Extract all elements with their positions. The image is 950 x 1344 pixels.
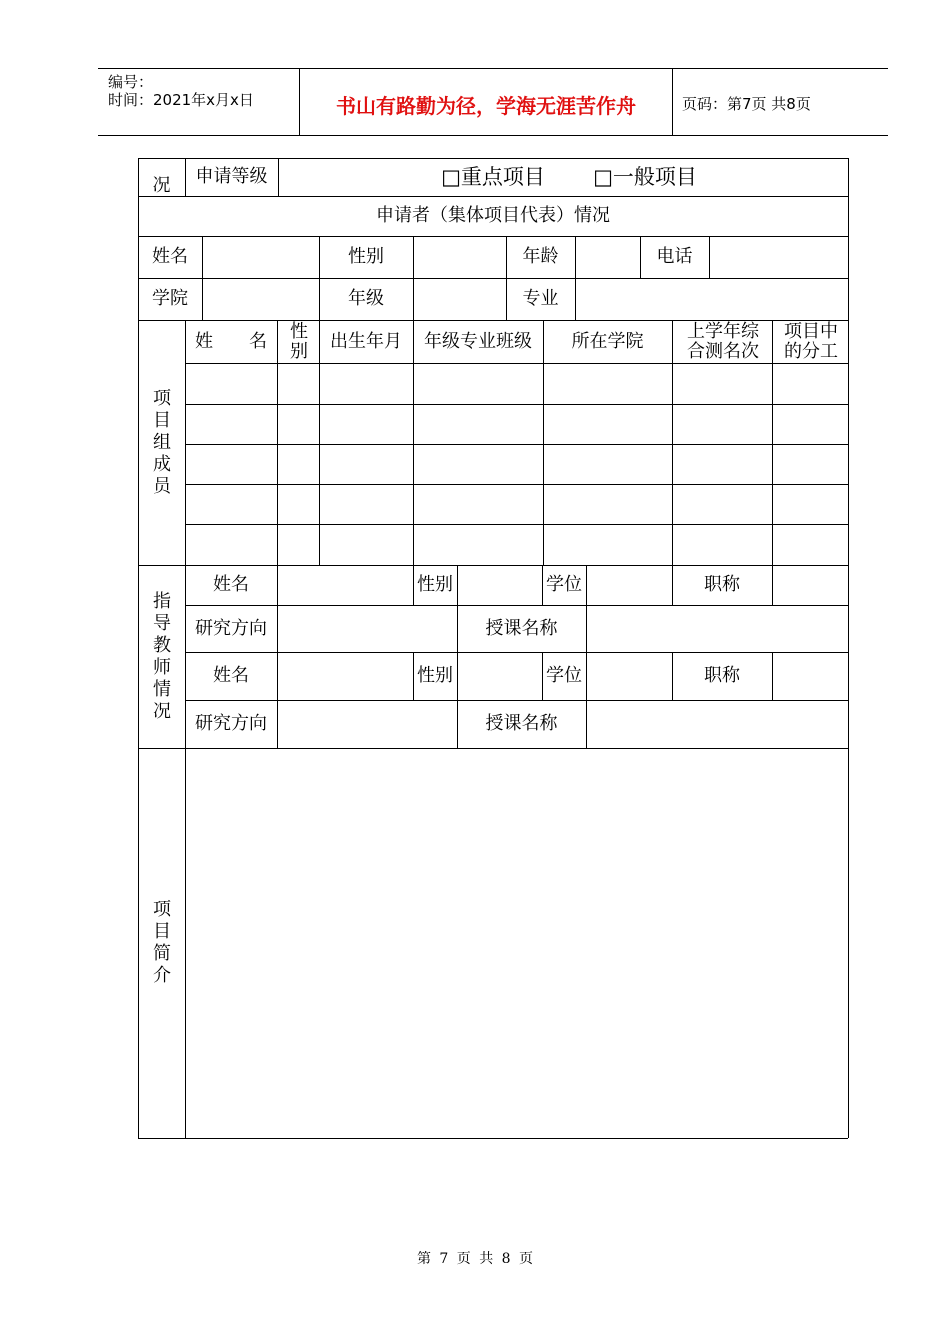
advisors-side-label: 指导教师情况	[153, 590, 171, 722]
applicant-gender-field[interactable]	[414, 236, 506, 278]
member-4-name-field[interactable]	[186, 485, 277, 524]
advisor-1-gender-field[interactable]	[458, 566, 542, 605]
member-2-birth-field[interactable]	[320, 405, 413, 444]
members-col-birth: 出生年月	[330, 330, 402, 352]
summary-side-label: 项目简介	[153, 899, 171, 986]
serial-number-label: 编号：	[108, 73, 154, 91]
member-4-class-field[interactable]	[414, 485, 543, 524]
members-col-rank: 上学年综合测名次	[687, 320, 759, 362]
advisor-1-degree-label: 学位	[546, 574, 582, 595]
member-5-name-field[interactable]	[186, 525, 277, 565]
applicant-grade-label: 年级	[348, 288, 384, 309]
applicant-major-field[interactable]	[576, 278, 848, 320]
advisor-1-course-field[interactable]	[587, 606, 848, 652]
members-col-gender: 性别	[290, 320, 308, 362]
advisor-1-title-field[interactable]	[773, 566, 848, 605]
applicant-grade-field[interactable]	[414, 278, 506, 320]
member-3-name-field[interactable]	[186, 445, 277, 484]
advisor-2-gender-field[interactable]	[458, 653, 542, 700]
advisor-1-degree-field[interactable]	[587, 566, 672, 605]
option-key-project-checkbox[interactable]: □重点项目	[441, 165, 545, 189]
applicant-phone-field[interactable]	[710, 236, 848, 278]
advisor-1-name-field[interactable]	[278, 566, 413, 605]
member-4-gender-field[interactable]	[278, 485, 319, 524]
members-side-label: 项目组成员	[153, 387, 171, 497]
member-3-college-field[interactable]	[544, 445, 672, 484]
member-2-name-field[interactable]	[186, 405, 277, 444]
rule-h	[138, 1138, 848, 1139]
member-5-class-field[interactable]	[414, 525, 543, 565]
applicant-age-field[interactable]	[576, 236, 640, 278]
cut-off-label: 况	[152, 175, 171, 196]
applicant-gender-label: 性别	[348, 246, 384, 267]
rule-v	[848, 158, 849, 1138]
applicant-age-label: 年龄	[522, 246, 559, 267]
member-1-class-field[interactable]	[414, 364, 543, 404]
members-col-class: 年级专业班级	[424, 330, 532, 352]
advisor-2-title-field[interactable]	[773, 653, 848, 700]
member-1-role-field[interactable]	[773, 364, 848, 404]
applicant-major-label: 专业	[522, 288, 559, 309]
member-5-birth-field[interactable]	[320, 525, 413, 565]
member-3-rank-field[interactable]	[673, 445, 772, 484]
applicant-name-field[interactable]	[203, 236, 319, 278]
date-label: 时间：2021年x月x日	[108, 91, 254, 109]
members-col-name: 姓 名	[195, 330, 267, 352]
advisor-2-degree-label: 学位	[546, 665, 582, 686]
member-5-gender-field[interactable]	[278, 525, 319, 565]
member-2-rank-field[interactable]	[673, 405, 772, 444]
advisor-2-title-label: 职称	[704, 665, 740, 686]
member-1-rank-field[interactable]	[673, 364, 772, 404]
member-1-name-field[interactable]	[186, 364, 277, 404]
member-4-role-field[interactable]	[773, 485, 848, 524]
member-2-role-field[interactable]	[773, 405, 848, 444]
advisor-1-title-label: 职称	[704, 574, 740, 595]
applicant-name-label: 姓名	[152, 246, 188, 267]
member-5-rank-field[interactable]	[673, 525, 772, 565]
advisor-2-research-field[interactable]	[278, 701, 457, 748]
page-indicator: 页码：第7页 共8页	[682, 95, 811, 113]
project-summary-textarea[interactable]	[186, 749, 848, 1138]
member-2-class-field[interactable]	[414, 405, 543, 444]
option-general-project-checkbox[interactable]: □一般项目	[593, 165, 697, 189]
members-col-college: 所在学院	[571, 330, 644, 352]
member-2-college-field[interactable]	[544, 405, 672, 444]
member-1-gender-field[interactable]	[278, 364, 319, 404]
page-footer: 第 7 页 共 8 页	[416, 1251, 534, 1267]
member-5-role-field[interactable]	[773, 525, 848, 565]
level-label: 申请等级	[195, 166, 268, 187]
rule-v	[278, 158, 279, 196]
advisor-2-degree-field[interactable]	[587, 653, 672, 700]
member-3-role-field[interactable]	[773, 445, 848, 484]
members-col-role: 项目中的分工	[784, 320, 838, 362]
member-1-college-field[interactable]	[544, 364, 672, 404]
applicant-section-title: 申请者（集体项目代表）情况	[376, 205, 610, 226]
advisor-2-course-label: 授课名称	[485, 713, 558, 734]
advisor-2-name-label: 姓名	[213, 665, 249, 686]
member-3-gender-field[interactable]	[278, 445, 319, 484]
applicant-college-field[interactable]	[203, 278, 319, 320]
member-3-birth-field[interactable]	[320, 445, 413, 484]
advisor-2-gender-label: 性别	[417, 665, 453, 686]
applicant-college-label: 学院	[152, 288, 188, 309]
member-3-class-field[interactable]	[414, 445, 543, 484]
advisor-1-research-label: 研究方向	[195, 617, 267, 639]
header-slogan: 书山有路勤为径，学海无涯苦作舟	[336, 94, 636, 118]
advisor-1-research-field[interactable]	[278, 606, 457, 652]
advisor-1-gender-label: 性别	[417, 574, 453, 595]
member-5-college-field[interactable]	[544, 525, 672, 565]
member-2-gender-field[interactable]	[278, 405, 319, 444]
member-4-college-field[interactable]	[544, 485, 672, 524]
advisor-2-research-label: 研究方向	[195, 713, 267, 734]
member-4-birth-field[interactable]	[320, 485, 413, 524]
advisor-1-course-label: 授课名称	[485, 617, 558, 639]
advisor-1-name-label: 姓名	[213, 574, 249, 595]
applicant-phone-label: 电话	[656, 246, 693, 267]
member-1-birth-field[interactable]	[320, 364, 413, 404]
advisor-2-course-field[interactable]	[587, 701, 848, 748]
member-4-rank-field[interactable]	[673, 485, 772, 524]
advisor-2-name-field[interactable]	[278, 653, 413, 700]
